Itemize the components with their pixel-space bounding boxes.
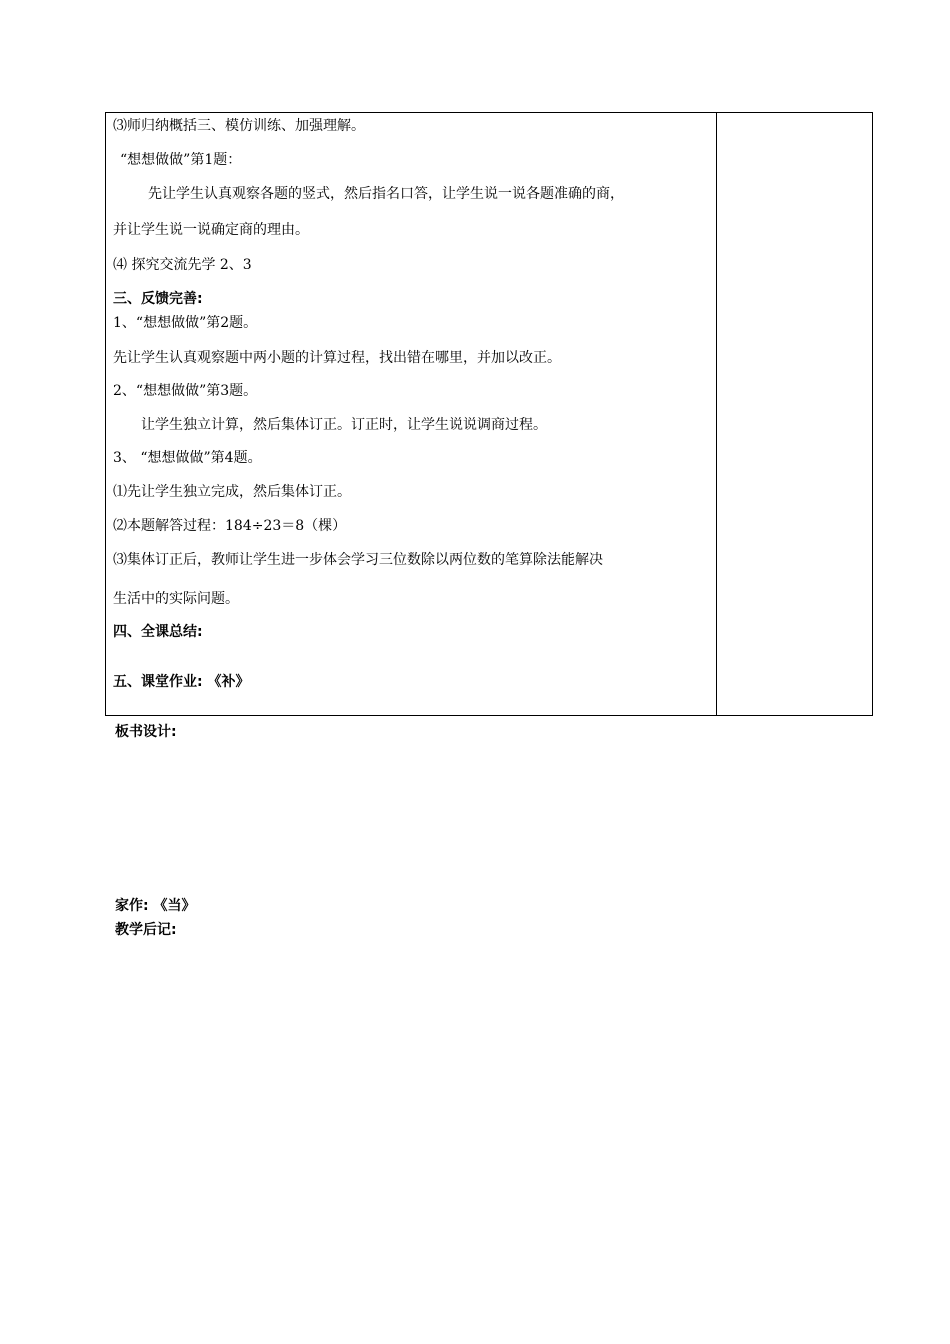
text-line: 1、“想想做做”第2题。: [113, 315, 258, 331]
text-line: ⑶集体订正后，教师让学生进一步体会学习三位数除以两位数的笔算除法能解决: [113, 552, 603, 568]
text-line: 生活中的实际问题。: [113, 591, 239, 607]
homework-label: 家作: 《当》: [115, 898, 196, 914]
text-line: ⑶师归纳概括三、模仿训练、加强理解。: [113, 118, 365, 134]
section-heading: 五、课堂作业: 《补》: [113, 674, 250, 690]
text-line: ⑵本题解答过程：184÷23＝8（棵）: [113, 518, 347, 534]
board-design-label: 板书设计:: [115, 724, 177, 740]
text-line: 2、“想想做做”第3题。: [113, 383, 258, 399]
column-divider: [716, 113, 717, 715]
text-line: 先让学生认真观察题中两小题的计算过程，找出错在哪里，并加以改正。: [113, 350, 561, 366]
text-line: 先让学生认真观察各题的竖式，然后指名口答，让学生说一说各题准确的商，: [148, 186, 624, 202]
text-line: ⑴先让学生独立完成，然后集体订正。: [113, 484, 351, 500]
section-heading: 四、全课总结:: [113, 624, 203, 640]
text-line: 让学生独立计算，然后集体订正。订正时，让学生说说调商过程。: [141, 417, 547, 433]
text-line: 3、 “想想做做”第4题。: [113, 450, 262, 466]
text-line: ⑷ 探究交流先学 2、3: [113, 257, 252, 273]
reflection-label: 教学后记:: [115, 922, 177, 938]
text-line: 并让学生说一说确定商的理由。: [113, 222, 309, 238]
lesson-table: [105, 112, 873, 716]
section-heading: 三、反馈完善:: [113, 291, 203, 307]
text-line: “想想做做”第1题：: [120, 152, 242, 168]
